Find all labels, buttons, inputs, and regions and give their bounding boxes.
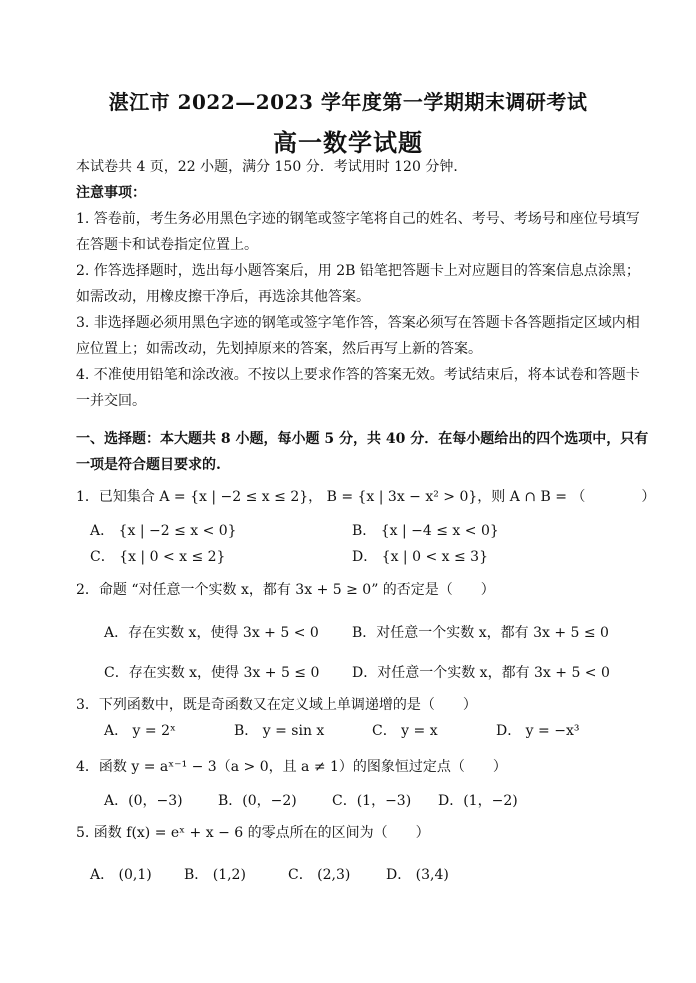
option-d: D．(1，−2) xyxy=(438,793,518,809)
exam-subtitle: 高一数学试题 xyxy=(273,128,423,157)
option-b: B． (1,2) xyxy=(184,867,246,883)
note-line: 1. 答卷前，考生务必用黑色字迹的钢笔或签字笔将自己的姓名、考号、考场号和座位号填写 xyxy=(76,211,640,227)
note-line: 4. 不准使用铅笔和涂改液。不按以上要求作答的答案无效。考试结束后，将本试卷和答题卡 xyxy=(76,367,640,383)
option-a: A． (0,1) xyxy=(90,867,152,883)
option-c: C． (2,3) xyxy=(288,867,351,883)
note-line: 2. 作答选择题时，选出每小题答案后，用 2B 铅笔把答题卡上对应题目的答案信息点涂黑； xyxy=(76,263,640,279)
option-b: B． {x | −4 ≤ x < 0} xyxy=(352,523,499,539)
option-c: C． {x | 0 < x ≤ 2} xyxy=(90,549,226,565)
option-c: C．存在实数 x，使得 3x + 5 ≤ 0 xyxy=(104,665,320,681)
note-line: 在答题卡和试卷指定位置上。 xyxy=(76,237,258,253)
option-a: A．(0，−3) xyxy=(104,793,183,809)
notes-title: 注意事项： xyxy=(76,185,146,201)
option-d: D．对任意一个实数 x，都有 3x + 5 < 0 xyxy=(352,665,610,681)
section-heading: 一、选择题：本大题共 8 小题，每小题 5 分，共 40 分．在每小题给出的四个选项中，只有 xyxy=(76,431,649,447)
question-stem-2: 2．命题 “对任意一个实数 x，都有 3x + 5 ≥ 0” 的否定是（ ） xyxy=(76,582,495,598)
option-a: A．存在实数 x，使得 3x + 5 < 0 xyxy=(104,625,319,641)
option-a: A． y = 2ˣ xyxy=(104,723,176,739)
option-b: B．对任意一个实数 x，都有 3x + 5 ≤ 0 xyxy=(352,625,609,641)
note-line: 应位置上；如需改动，先划掉原来的答案，然后再写上新的答案。 xyxy=(76,341,482,357)
note-line: 3. 非选择题必须用黑色字迹的钢笔或签字笔作答，答案必须写在答题卡各答题指定区域内相 xyxy=(76,315,640,331)
question-stem-4: 4．函数 y = aˣ⁻¹ − 3（a > 0，且 a ≠ 1）的图象恒过定点（ ） xyxy=(76,759,507,775)
option-c: C． y = x xyxy=(372,723,438,739)
option-d: D． {x | 0 < x ≤ 3} xyxy=(352,549,488,565)
option-d: D． y = −x³ xyxy=(496,723,580,739)
question-stem-3: 3．下列函数中，既是奇函数又在定义域上单调递增的是（ ） xyxy=(76,697,477,713)
note-line: 一并交回。 xyxy=(76,393,146,409)
exam-summary: 本试卷共 4 页，22 小题，满分 150 分．考试用时 120 分钟． xyxy=(76,159,468,175)
exam-title: 湛江市 2022—2023 学年度第一学期期末调研考试 xyxy=(108,90,588,114)
option-d: D． (3,4) xyxy=(386,867,449,883)
question-stem-5: 5. 函数 f(x) = eˣ + x − 6 的零点所在的区间为（ ） xyxy=(76,825,430,841)
option-c: C．(1，−3) xyxy=(332,793,412,809)
option-a: A． {x | −2 ≤ x < 0} xyxy=(90,523,237,539)
option-b: B． y = sin x xyxy=(234,723,325,739)
section-heading: 一项是符合题目要求的. xyxy=(76,457,221,473)
option-b: B．(0，−2) xyxy=(218,793,297,809)
note-line: 如需改动，用橡皮擦干净后，再选涂其他答案。 xyxy=(76,289,370,305)
question-stem-1: 1．已知集合 A = {x | −2 ≤ x ≤ 2}， B = {x | 3x − x² > 0}，则 A ∩ B = （ ） xyxy=(76,489,656,505)
